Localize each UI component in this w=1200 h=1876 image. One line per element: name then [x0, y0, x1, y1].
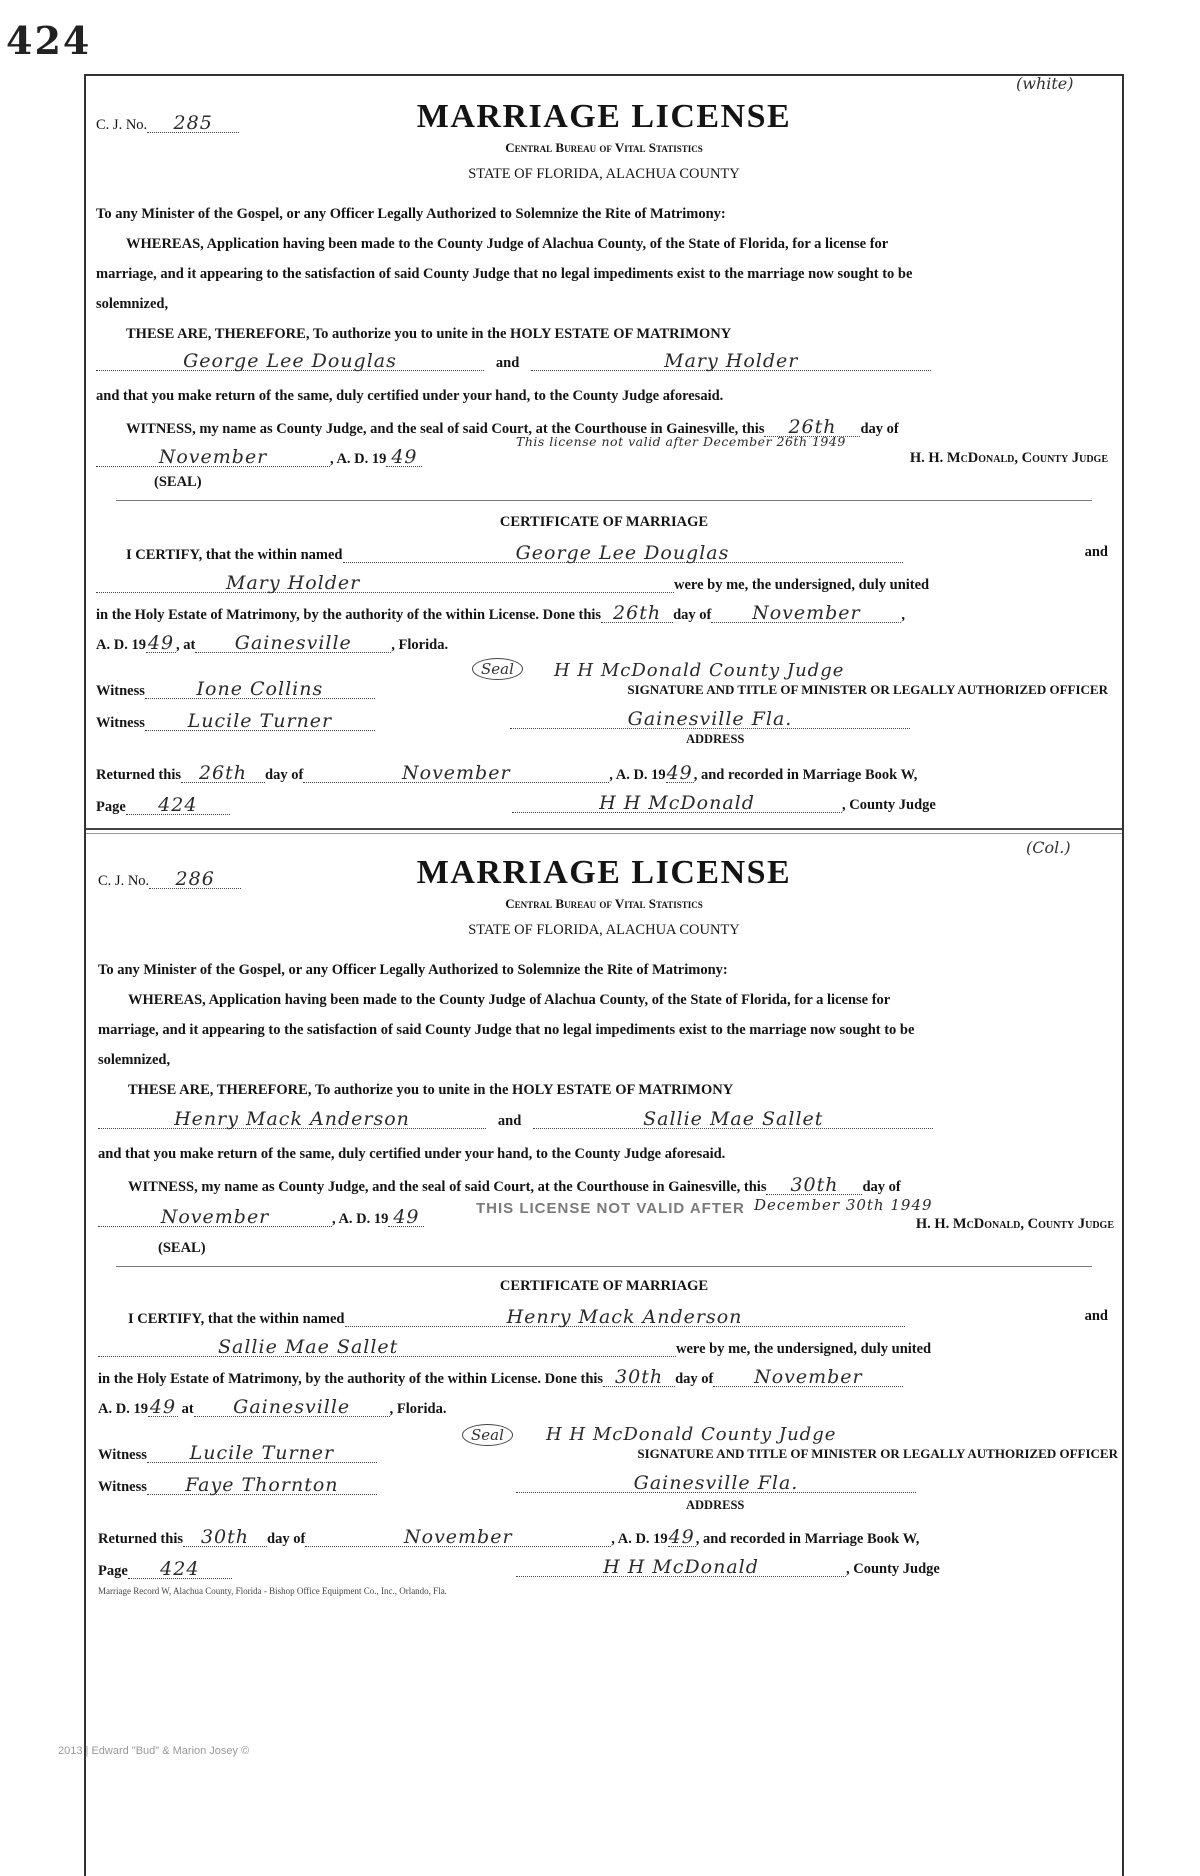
returned-day-of: day of — [265, 767, 304, 783]
witness-1: Lucile Turner — [147, 1444, 377, 1463]
witness-2: Faye Thornton — [147, 1476, 377, 1495]
holy-estate-label: in the Holy Estate of Matrimony, by the authority of the within License. Done this — [96, 607, 602, 623]
witness-label-2: Witness — [98, 1479, 147, 1495]
page-line — [98, 1560, 232, 1580]
returned-line — [96, 764, 917, 784]
whereas-line-3: solemnized, — [98, 1052, 171, 1068]
address-field — [510, 710, 910, 730]
county-judge-label: , County Judge — [846, 1561, 940, 1577]
footer-imprint: Marriage Record W, Alachua County, Florida - Bishop Office Equipment Co., Inc., Orlando, Fla. — [98, 1586, 447, 1596]
parties-line — [96, 352, 931, 372]
bride-name: Sallie Mae Sallet — [533, 1110, 933, 1129]
returned-day: 26th — [181, 764, 265, 783]
address-value: Gainesville Fla. — [516, 1474, 916, 1493]
ad-label: , A. D. 19 — [332, 1211, 389, 1227]
certificate-heading: CERTIFICATE OF MARRIAGE — [499, 514, 709, 530]
page-line — [96, 796, 230, 816]
parties-line — [98, 1110, 933, 1130]
united-label: were by me, the undersigned, duly united — [674, 577, 930, 593]
cj-value: 285 — [147, 114, 239, 133]
done-day-of: day of — [675, 1371, 714, 1387]
page-value: 424 — [126, 796, 230, 815]
returned-ad: , A. D. 19 — [609, 767, 666, 783]
whereas-line-1: WHEREAS, Application having been made to the County Judge of Alachua County, of the State of Florida, for a license for — [126, 236, 889, 252]
place-line — [98, 1398, 446, 1418]
seal-mark-text: Seal — [462, 1424, 513, 1446]
whereas-line-3: solemnized, — [96, 296, 169, 312]
done-year: 49 — [149, 1396, 177, 1418]
signature-caption: SIGNATURE AND TITLE OF MINISTER OR LEGALLY AUTHORIZED OFFICER — [627, 682, 1108, 697]
at-label: , at — [175, 637, 196, 653]
witness-1: Ione Collins — [145, 680, 375, 699]
done-month: November — [711, 604, 901, 623]
day-of-label: day of — [862, 1179, 901, 1195]
section-divider — [116, 1266, 1092, 1267]
cj-value: 286 — [149, 870, 241, 889]
done-year: 49 — [147, 632, 175, 654]
state-line: STATE OF FLORIDA, ALACHUA COUNTY — [468, 922, 740, 938]
certify-label: I CERTIFY, that the within named — [128, 1311, 345, 1327]
corner-note: (white) — [1016, 74, 1074, 93]
witness-1-line — [98, 1444, 377, 1464]
witness-2: Lucile Turner — [145, 712, 375, 731]
at-label: at — [181, 1401, 194, 1417]
state-line: STATE OF FLORIDA, ALACHUA COUNTY — [468, 166, 740, 182]
seal-mark — [472, 660, 523, 679]
done-day: 30th — [603, 1368, 675, 1387]
address-caption: ADDRESS — [686, 732, 745, 746]
officer-signature: H H McDonald County Judge — [546, 1424, 837, 1445]
page-number: 424 — [6, 18, 92, 63]
cert-bride: Mary Holder — [96, 574, 674, 593]
bureau-line: Central Bureau of Vital Statistics — [505, 140, 703, 155]
witness-2-line — [96, 712, 375, 732]
cert-groom: George Lee Douglas — [343, 544, 903, 563]
corner-note: (Col.) — [1026, 838, 1071, 857]
officer-signature: H H McDonald County Judge — [554, 660, 845, 681]
cert-ad-label: A. D. 19 — [98, 1401, 148, 1417]
address-line: To any Minister of the Gospel, or any Officer Legally Authorized to Solemnize the Rite of Matrimony: — [98, 962, 728, 978]
done-month: November — [713, 1368, 903, 1387]
witness-text: WITNESS, my name as County Judge, and the seal of said Court, at the Courthouse in Gainesville, this — [126, 421, 765, 437]
date-line — [98, 1208, 424, 1228]
witness-month: November — [96, 448, 330, 467]
validity-date: December 30th 1949 — [754, 1196, 933, 1214]
copyright-note: 2013 | Edward "Bud" & Marion Josey © — [58, 1745, 250, 1757]
judge-signature-line — [516, 1558, 940, 1578]
certify-line — [126, 544, 903, 564]
returned-month: November — [305, 1528, 611, 1547]
address-line: To any Minister of the Gospel, or any Officer Legally Authorized to Solemnize the Rite of Matrimony: — [96, 206, 726, 222]
cj-label: C. J. No. — [96, 117, 148, 133]
done-day-of: day of — [673, 607, 712, 623]
returned-label: Returned this — [96, 767, 181, 783]
these-are-line: THESE ARE, THEREFORE, To authorize you to unite in the HOLY ESTATE OF MATRIMONY — [128, 1082, 734, 1098]
page-label: Page — [96, 799, 126, 815]
record-frame — [84, 74, 1124, 1876]
page-label: Page — [98, 1563, 128, 1579]
cert-groom: Henry Mack Anderson — [345, 1308, 905, 1327]
date-line — [96, 448, 422, 468]
ad-label: , A. D. 19 — [330, 451, 387, 467]
florida-label: , Florida. — [389, 1401, 447, 1417]
cert-and-label: and — [1084, 544, 1108, 560]
witness-1-line — [96, 680, 375, 700]
county-judge-label: , County Judge — [842, 797, 936, 813]
returned-ad: , A. D. 19 — [611, 1531, 668, 1547]
witness-label: Witness — [98, 1447, 147, 1463]
signature-caption: SIGNATURE AND TITLE OF MINISTER OR LEGALLY AUTHORIZED OFFICER — [637, 1446, 1118, 1461]
cj-label: C. J. No. — [98, 873, 150, 889]
florida-label: , Florida. — [391, 637, 449, 653]
judge-name: H. H. McDonald, County Judge — [909, 450, 1108, 466]
return-line: and that you make return of the same, duly certified under your hand, to the County Judge aforesaid. — [96, 388, 724, 404]
certify-label: I CERTIFY, that the within named — [126, 547, 343, 563]
seal-mark-text: Seal — [472, 658, 523, 680]
return-line: and that you make return of the same, duly certified under your hand, to the County Judge aforesaid. — [98, 1146, 726, 1162]
seal-label: (SEAL) — [158, 1240, 206, 1256]
license-divider — [86, 828, 1122, 834]
witness-day: 26th — [764, 418, 860, 437]
license-title: MARRIAGE LICENSE — [416, 854, 792, 891]
witness-day: 30th — [766, 1176, 862, 1195]
address-field — [516, 1474, 916, 1494]
witness-label: Witness — [96, 683, 145, 699]
returned-day: 30th — [183, 1528, 267, 1547]
holy-estate-line — [98, 1368, 903, 1388]
united-line — [96, 574, 929, 594]
whereas-line-1: WHEREAS, Application having been made to the County Judge of Alachua County, of the State of Florida, for a license for — [128, 992, 891, 1008]
groom-name: Henry Mack Anderson — [98, 1110, 486, 1129]
certify-line — [128, 1308, 905, 1328]
witness-label-2: Witness — [96, 715, 145, 731]
seal-mark — [462, 1426, 513, 1445]
seal-label: (SEAL) — [154, 474, 202, 490]
and-label: and — [497, 1113, 522, 1129]
cert-ad-label: A. D. 19 — [96, 637, 146, 653]
holy-estate-label: in the Holy Estate of Matrimony, by the authority of the within License. Done this — [98, 1371, 604, 1387]
witness-year: 49 — [386, 448, 422, 467]
cert-bride: Sallie Mae Sallet — [98, 1338, 676, 1357]
witness-year: 49 — [388, 1208, 424, 1227]
witness-2-line — [98, 1476, 377, 1496]
section-divider — [116, 500, 1092, 501]
united-label: were by me, the undersigned, duly united — [676, 1341, 932, 1357]
place-line — [96, 634, 448, 654]
returned-month: November — [303, 764, 609, 783]
whereas-line-2: marriage, and it appearing to the satisfaction of said County Judge that no legal impediments exist to the marriage now sought to be — [98, 1022, 915, 1038]
place-value: Gainesville — [194, 1398, 390, 1417]
done-day: 26th — [601, 604, 673, 623]
judge-name: H. H. McDonald, County Judge — [915, 1216, 1114, 1232]
holy-estate-line: in the Holy Estate of Matrimony, by the authority of the within License. Done this 26th day of November , — [96, 602, 905, 624]
day-of-label: day of — [860, 421, 899, 437]
address-value: Gainesville Fla. — [510, 710, 910, 729]
page-value: 424 — [128, 1560, 232, 1579]
certificate-heading: CERTIFICATE OF MARRIAGE — [499, 1278, 709, 1294]
license-title: MARRIAGE LICENSE — [416, 98, 792, 135]
whereas-line-2: marriage, and it appearing to the satisfaction of said County Judge that no legal impediments exist to the marriage now sought to be — [96, 266, 913, 282]
validity-note: This license not valid after December 26th 1949 — [516, 434, 846, 449]
cert-and-label: and — [1084, 1308, 1108, 1324]
recorded-label: , and recorded in Marriage Book W, — [693, 767, 918, 783]
returned-day-of: day of — [267, 1531, 306, 1547]
judge-signature: H H McDonald — [516, 1558, 846, 1577]
judge-signature-line — [512, 794, 936, 814]
and-label: and — [495, 355, 520, 371]
bureau-line: Central Bureau of Vital Statistics — [505, 896, 703, 911]
groom-name: George Lee Douglas — [96, 352, 484, 371]
witness-line — [128, 1176, 901, 1196]
united-line — [98, 1338, 931, 1358]
recorded-label: , and recorded in Marriage Book W, — [695, 1531, 920, 1547]
returned-label: Returned this — [98, 1531, 183, 1547]
judge-signature: H H McDonald — [512, 794, 842, 813]
returned-line — [98, 1528, 919, 1548]
returned-year: 49 — [666, 762, 693, 784]
witness-text: WITNESS, my name as County Judge, and the seal of said Court, at the Courthouse in Gainesville, this — [128, 1179, 767, 1195]
witness-month: November — [98, 1208, 332, 1227]
returned-year: 49 — [668, 1526, 695, 1548]
bride-name: Mary Holder — [531, 352, 931, 371]
these-are-line: THESE ARE, THEREFORE, To authorize you to unite in the HOLY ESTATE OF MATRIMONY — [126, 326, 732, 342]
address-caption: ADDRESS — [686, 1498, 745, 1512]
validity-stamp: THIS LICENSE NOT VALID AFTER — [476, 1200, 745, 1217]
place-value: Gainesville — [195, 634, 391, 653]
